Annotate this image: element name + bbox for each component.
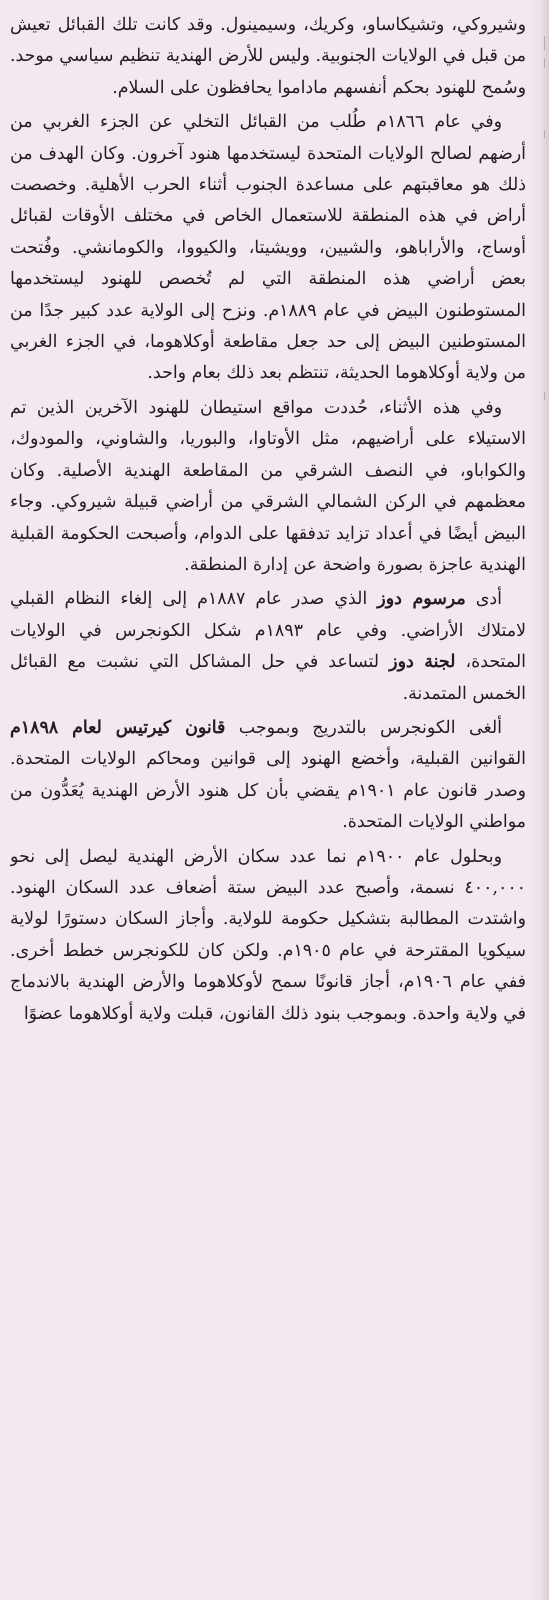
article-paragraph <box>10 584 526 710</box>
paragraph-text: وفي هذه الأثناء، حُددت مواقع استيطان للهنود الآخرين الذين تم الاستيلاء على أراضيهم، مثل الأوتاوا، والبوريا، والشاوني، والمودوك، والكواباو، في النصف الشرقي من المقاطعة الهندية الأصلية. وكان معظمهم في الركن الشمالي الشرقي من أراضي قبيلة شيروكي. وجاء البيض أيضًا في أعداد تزايد تدفقها على الدوام، وأصبحت الحكومة القبلية الهندية عاجزة بصورة واضحة عن إدارة المنطقة. <box>10 397 526 575</box>
article-paragraph <box>10 842 526 1030</box>
article-paragraph <box>10 713 526 839</box>
article-paragraph <box>10 107 526 390</box>
paragraph-text: ألغى الكونجرس بالتدريج وبموجب <box>225 717 502 738</box>
bold-term: مرسوم دوز <box>377 589 466 610</box>
article-body <box>10 10 526 1592</box>
paragraph-text: الذي صدر عام ١٨٨٧م إلى إلغاء النظام القبلي لامتلاك الأراضي. وفي عام ١٨٩٣م شكل الكونجرس في الولايات المتحدة، <box>10 589 526 673</box>
paragraph-text: القوانين القبلية، وأخضع الهنود إلى قوانين ومحاكم الولايات المتحدة. وصدر قانون عام ١٩٠١م يقضي بأن كل هنود الأرض الهندية يُعَدُّون من مواطني الولايات المتحدة. <box>10 749 526 833</box>
paragraph-text: وفي عام ١٨٦٦م طُلب من القبائل التخلي عن الجزء الغربي من أرضهم لصالح الولايات المتحدة ليستخدمها هنود آخرون. وكان الهدف من ذلك هو معاقبتهم على مساعدة الجنوب أثناء الحرب الأهلية. وخصصت أراض في هذه المنطقة للاستعمال الخاص في مختلف الأوقات لقبائل أوساج، والأراباهو، والشيين، وويشيتا، والكيووا، والكومانشي. وفُتحت بعض أراضي هذه المنطقة التي لم تُخصص للهنود ليستخدمها المستوطنون البيض في عام ١٨٨٩م. ونزح إلى الولاية عدد كبير جدًا من المستوطنين البيض إلى حد جعل مقاطعة أوكلاهوما، في الجزء الغربي من ولاية أوكلاهوما الحديثة، تنتظم بعد ذلك بعام واحد. <box>10 112 526 384</box>
page-edge-shadow <box>529 0 549 1600</box>
bold-term: لجنة دوز <box>389 652 456 673</box>
bold-term: قانون كيرتيس لعام ١٨٩٨م <box>10 717 226 738</box>
page-edge-mark <box>544 58 545 68</box>
paragraph-text: أدى <box>465 589 502 610</box>
page-edge-mark <box>544 130 545 138</box>
paragraph-text: وبحلول عام ١٩٠٠م نما عدد سكان الأرض الهندية ليصل إلى نحو ٤٠٠,٠٠٠ نسمة، وأصبح عدد البيض ستة أضعاف عدد السكان الهنود. واشتدت المطالبة بتشكيل حكومة للولاية. وأجاز السكان دستورًا لولاية سيكويا المقترحة في عام ١٩٠٥م. ولكن كان للكونجرس خطط أخرى. ففي عام ١٩٠٦م، أجاز قانونًا سمح لأوكلاهوما والأرض الهندية بالاندماج في ولاية واحدة. وبموجب بنود ذلك القانون، قبلت ولاية أوكلاهوما عضوًا <box>10 846 526 1024</box>
paragraph-text: وشيروكي، وتشيكاساو، وكريك، وسيمينول. وقد كانت تلك القبائل تعيش من قبل في الولايات الجنوبية. وليس للأرض الهندية تنظيم سياسي موحد. وسُمح للهنود بحكم أنفسهم ماداموا يحافظون على السلام. <box>10 15 526 98</box>
page-edge-mark <box>544 36 545 50</box>
article-paragraph <box>10 10 526 104</box>
page-edge-mark <box>544 392 545 400</box>
paragraph-text: لتساعد في حل المشاكل التي نشبت مع القبائل الخمس المتمدنة. <box>10 652 526 704</box>
article-paragraph <box>10 393 526 581</box>
